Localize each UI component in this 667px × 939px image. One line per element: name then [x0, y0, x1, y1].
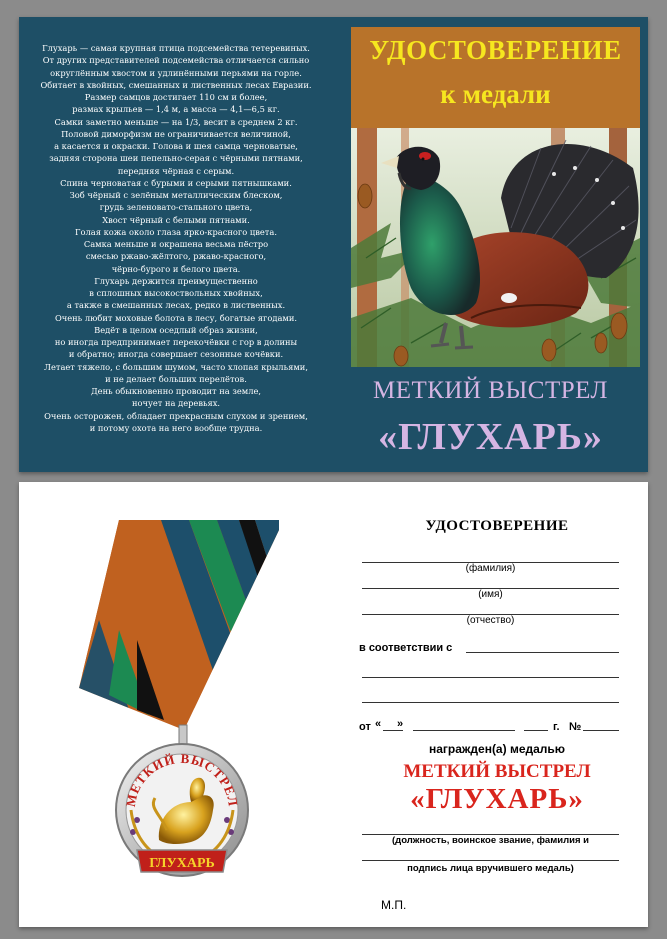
- form-title: УДОСТОВЕРЕНИЕ: [425, 518, 569, 534]
- medal-banner-text: ГЛУХАРЬ: [149, 856, 215, 871]
- basis-line-1[interactable]: [362, 677, 619, 678]
- description-line: Размер самцов достигает 110 см и более,: [84, 92, 268, 102]
- form-medal-name: МЕТКИЙ ВЫСТРЕЛ: [403, 761, 591, 782]
- description-line: округлённым хвостом и удлинёнными перьями на горле.: [50, 67, 302, 78]
- signature-caption-2: подпись лица вручившего медаль): [407, 863, 574, 874]
- certificate-cover: [19, 17, 648, 472]
- cover-back-description: [19, 17, 333, 472]
- description-line: Спина черноватая с бурыми и серыми пятнышками.: [60, 177, 292, 188]
- capercaillie-illustration: [351, 128, 640, 367]
- awarded-label: награжден(а) медалью: [428, 742, 566, 756]
- year-label: г.: [553, 721, 560, 733]
- description-line: и потому охота на него вообще трудна.: [89, 422, 263, 433]
- description-line: ночует на деревьях.: [131, 398, 221, 409]
- description-line: Половой диморфизм не ограничивается величиной,: [61, 128, 291, 139]
- description-line: смесью ржаво-жёлтого, ржаво-красного,: [85, 251, 267, 262]
- signature-caption-1: (должность, воинское звание, фамилия и: [392, 835, 589, 846]
- description-line: а касается и окраски. Голова и шея самца черноватые,: [54, 141, 298, 151]
- description-line: грудь зеленовато-стального цвета,: [99, 202, 253, 213]
- medal-image: [79, 520, 279, 926]
- cover-subtitle: к медали: [440, 79, 551, 109]
- basis-line-2[interactable]: [362, 702, 619, 703]
- cover-medal-title: «ГЛУХАРЬ»: [378, 416, 603, 458]
- cover-front: [333, 17, 648, 472]
- certificate-form: [359, 482, 648, 927]
- description-line: Глухарь — самая крупная птица подсемейства тетеревиных.: [42, 43, 310, 53]
- month-line[interactable]: [413, 730, 515, 731]
- quote-open: «: [375, 718, 382, 730]
- day-line[interactable]: [383, 730, 403, 731]
- form-medal-title: «ГЛУХАРЬ»: [410, 783, 584, 815]
- description-line: Глухарь держится преимущественно: [94, 275, 258, 286]
- certificate-inner-page: [19, 482, 648, 927]
- accordance-label: в соответствии с: [359, 642, 453, 654]
- description-line: От других представителей подсемейства отличается сильно: [42, 55, 310, 66]
- name-caption: (имя): [478, 589, 503, 600]
- description-line: Зоб чёрный с зелёным металлическим блеском,: [69, 190, 283, 200]
- accordance-line[interactable]: [466, 652, 619, 653]
- cover-medal-name: МЕТКИЙ ВЫСТРЕЛ: [372, 377, 609, 404]
- description-line: в сплошных высокоствольных хвойных,: [89, 288, 263, 298]
- description-line: и обратно; иногда совершает сезонные кочёвки.: [68, 349, 284, 360]
- description-line: Очень осторожен, обладает прекрасным слухом и зрением,: [44, 410, 308, 421]
- year-line[interactable]: [524, 730, 548, 731]
- description-line: Самки заметно меньше — на 1/3, весит в среднем 2 кг.: [54, 116, 298, 127]
- description-line: Ведёт в целом оседлый образ жизни,: [94, 324, 258, 335]
- cover-title: УДОСТОВЕРЕНИЕ: [369, 35, 622, 65]
- description-line: Хвост чёрный с белыми пятнами.: [102, 214, 250, 225]
- description-line: и не делает больших перелётов.: [105, 373, 247, 384]
- cover-title-band: [351, 27, 640, 128]
- surname-caption: (фамилия): [465, 563, 516, 574]
- quote-close: »: [397, 718, 404, 730]
- stamp-label: М.П.: [381, 898, 407, 912]
- medal-ring-text: МЕТКИЙ ВЫСТРЕЛ: [122, 750, 242, 808]
- description-line: Очень любит моховые болота в лесу, богатые ягодами.: [54, 312, 298, 323]
- description-line: Самка меньше и окрашена весьма пёстро: [83, 239, 269, 249]
- description-line: а также в смешанных лесах, редко в лиственных.: [66, 300, 286, 311]
- number-label: №: [569, 721, 582, 733]
- description-line: задняя сторона шеи пепельно-серая с чёрными пятнами,: [49, 153, 303, 164]
- patronymic-caption: (отчество): [466, 615, 515, 626]
- description-line: чёрно-бурого и белого цвета.: [111, 263, 241, 274]
- from-label: от: [359, 721, 371, 733]
- description-line: Обитает в хвойных, смешанных и лиственных лесах Евразии.: [40, 79, 312, 90]
- number-line[interactable]: [583, 730, 619, 731]
- description-line: День обыкновенно проводит на земле,: [90, 386, 262, 396]
- signature-line-2[interactable]: [362, 860, 619, 861]
- description-line: размах крыльев — 1,4 м, а масса — 4,1—6,5 кг.: [72, 104, 280, 115]
- description-line: Голая кожа около глаза ярко-красного цвета.: [75, 226, 277, 237]
- description-line: но иногда предпринимает перекочёвки с гор в долины: [54, 337, 298, 347]
- description-line: передняя чёрная с серым.: [117, 165, 235, 176]
- description-line: Летает тяжело, с большим шумом, часто хлопая крыльями,: [44, 361, 308, 372]
